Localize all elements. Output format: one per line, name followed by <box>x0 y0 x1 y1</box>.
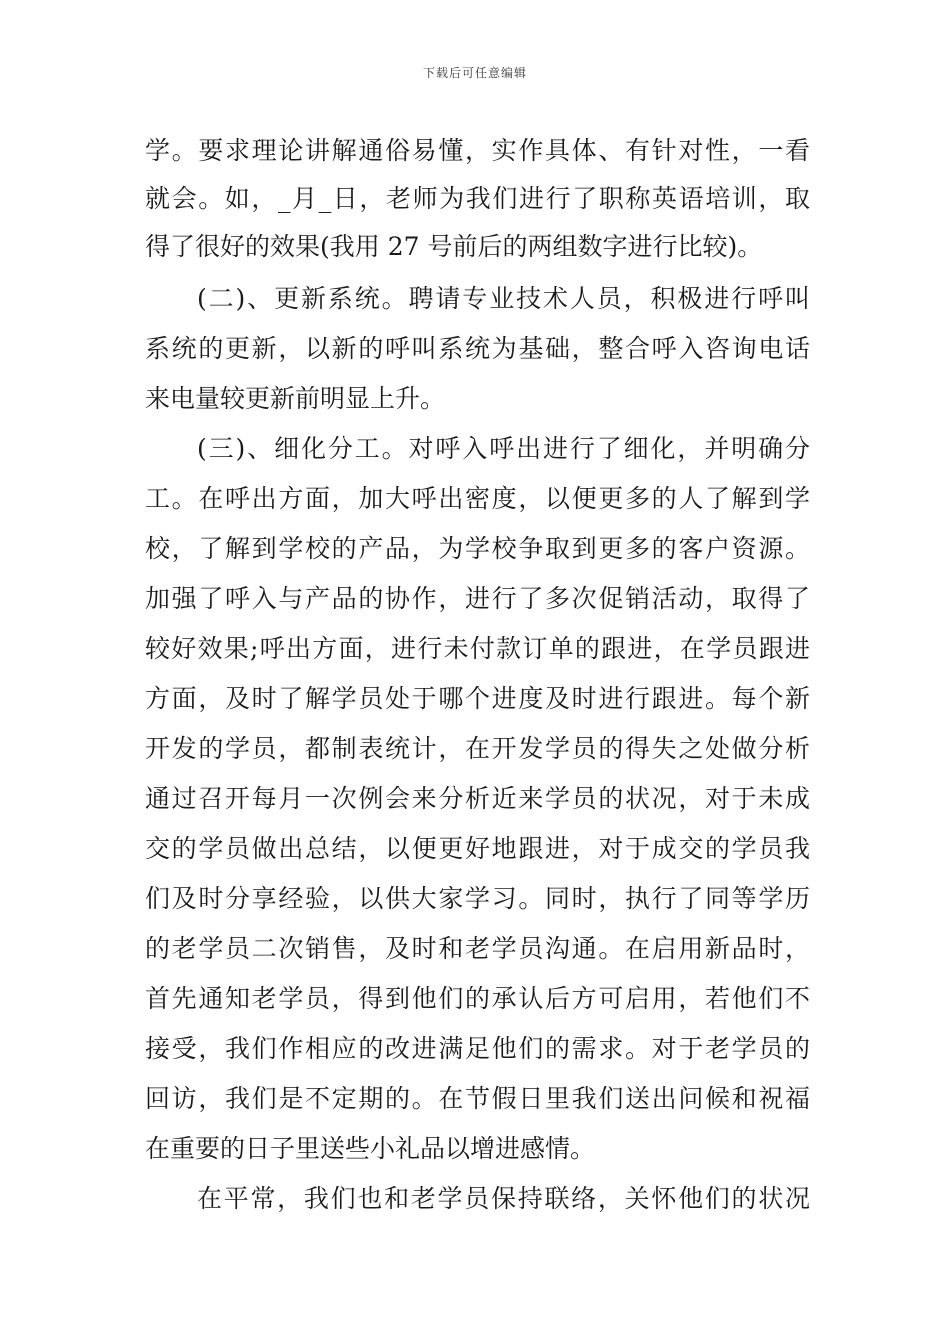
paragraph-line: 在平常，我们也和老学员保持联络，关怀他们的状况 <box>197 1184 810 1213</box>
paragraph-line: 们及时分享经验，以供大家学习。同时，执行了同等学历 <box>145 884 810 913</box>
paragraph-line: 首先通知老学员，得到他们的承认后方可启用，若他们不 <box>145 984 810 1013</box>
paragraph-line: 交的学员做出总结，以便更好地跟进，对于成交的学员我 <box>145 834 810 863</box>
paragraph-line: 在重要的日子里送些小礼品以增进感情。 <box>145 1134 596 1163</box>
paragraph-line: 加强了呼入与产品的协作，进行了多次促销活动，取得了 <box>145 584 810 613</box>
paragraph-line: 通过召开每月一次例会来分析近来学员的状况，对于未成 <box>145 784 810 813</box>
paragraph-line: 接受，我们作相应的改进满足他们的需求。对于老学员的 <box>145 1034 810 1063</box>
paragraph-line: 系统的更新，以新的呼叫系统为基础，整合呼入咨询电话 <box>145 334 810 363</box>
paragraph-line: 学。要求理论讲解通俗易懂，实作具体、有针对性，一看 <box>145 136 810 165</box>
page-header: 下载后可任意编辑 <box>422 66 527 80</box>
paragraph-line: 来电量较更新前明显上升。 <box>145 384 446 413</box>
paragraph-line: (二)、更新系统。聘请专业技术人员，积极进行呼叫 <box>197 284 810 313</box>
paragraph-line: 方面，及时了解学员处于哪个进度及时进行跟进。每个新 <box>145 684 810 713</box>
paragraph-line: 较好效果;呼出方面，进行未付款订单的跟进，在学员跟进 <box>145 634 810 663</box>
paragraph-line: 开发的学员，都制表统计，在开发学员的得失之处做分析 <box>145 734 810 763</box>
paragraph-line: 的老学员二次销售，及时和老学员沟通。在启用新品时， <box>145 934 810 963</box>
paragraph-line: 就会。如，_月_日，老师为我们进行了职称英语培训，取 <box>145 184 810 213</box>
paragraph-line: 工。在呼出方面，加大呼出密度，以便更多的人了解到学 <box>145 484 810 513</box>
paragraph-line: (三)、细化分工。对呼入呼出进行了细化，并明确分 <box>197 434 810 463</box>
paragraph-line: 校，了解到学校的产品，为学校争取到更多的客户资源。 <box>145 534 810 563</box>
paragraph-line: 回访，我们是不定期的。在节假日里我们送出问候和祝福 <box>145 1084 810 1113</box>
paragraph-line: 得了很好的效果(我用 27 号前后的两组数字进行比较)。 <box>145 232 763 261</box>
